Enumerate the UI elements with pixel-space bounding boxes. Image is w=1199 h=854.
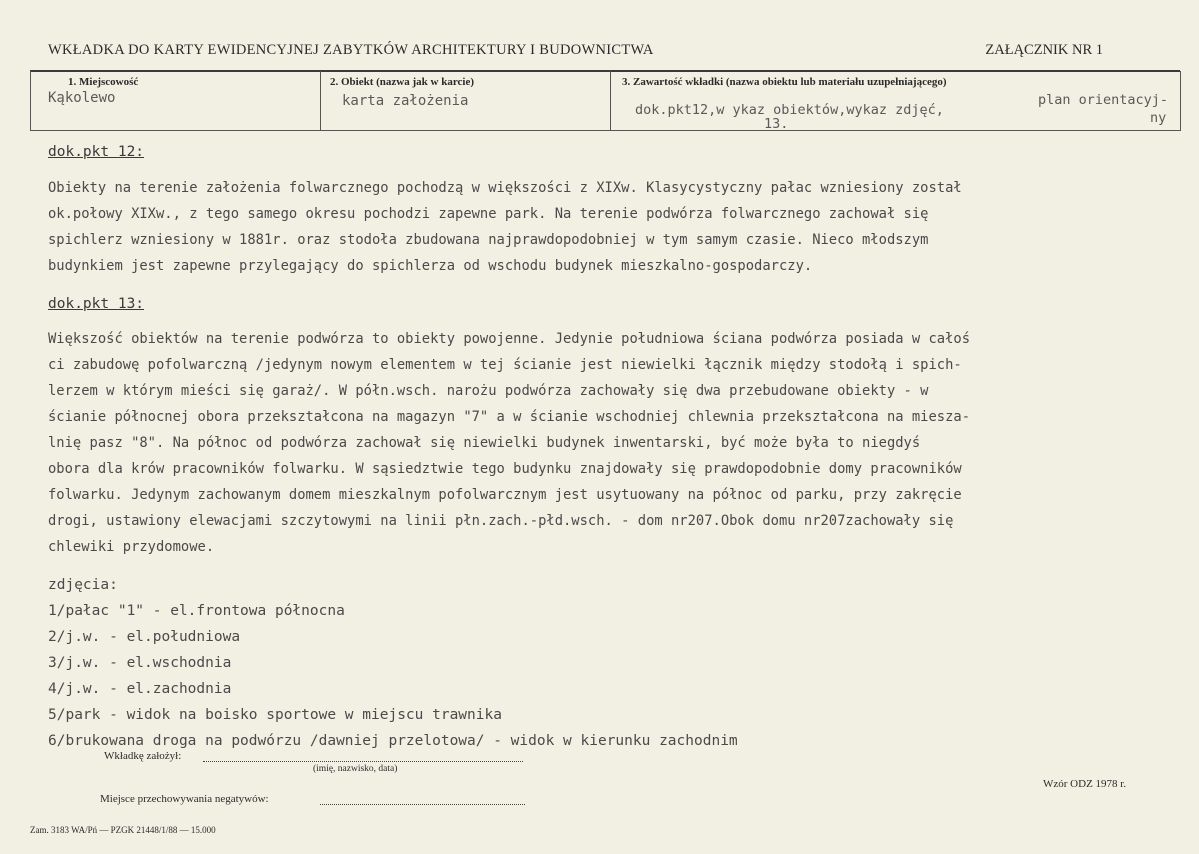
field-divider — [30, 71, 31, 131]
section-13-line: Większość obiektów na terenie podwórza to obiekty powojenne. Jedynie południowa ściana podwórza posiada w całoś — [48, 331, 971, 347]
field-divider — [610, 71, 611, 131]
negatives-location-label: Miejsce przechowywania negatywów: — [100, 793, 269, 805]
field-contents-value-cont2: ny — [1150, 110, 1167, 126]
section-12-line: ok.połowy XIXw., z tego samego okresu pochodzi zapewne park. Na terenie podwórza folwarcznego zachował się — [48, 206, 929, 222]
section-13-line: folwarku. Jedynym zachowanym domem mieszkalnym pofolwarcznym jest usytuowany na północ od parku, przy zakręcie — [48, 487, 962, 503]
section-13-line: chlewiki przydomowe. — [48, 539, 215, 555]
fields-bottom-rule — [30, 130, 1180, 131]
field-locality-value: Kąkolewo — [48, 90, 116, 106]
photo-item: 5/park - widok na boisko sportowe w miejscu trawnika — [48, 707, 502, 723]
created-by-line — [203, 761, 523, 762]
field-contents-value: dok.pkt12,w ykaz obiektów,wykaz zdjęć, — [635, 102, 944, 118]
photo-item: 6/brukowana droga na podwórzu /dawniej przelotowa/ - widok w kierunku zachodnim — [48, 733, 738, 749]
section-13-line: obora dla krów pracowników folwarku. W sąsiedztwie tego budynku znajdowały się prawdopodobnie domy pracowników — [48, 461, 962, 477]
photo-item: 2/j.w. - el.południowa — [48, 629, 241, 645]
created-by-label: Wkładkę założył: — [104, 750, 182, 762]
field-contents-label: 3. Zawartość wkładki (nazwa obiektu lub materiału uzupełniającego) — [622, 76, 947, 88]
photos-heading: zdjęcia: — [48, 577, 118, 593]
photo-item: 4/j.w. - el.zachodnia — [48, 681, 232, 697]
field-divider — [320, 71, 321, 131]
negatives-location-line — [320, 804, 525, 805]
section-12-heading: dok.pkt 12: — [48, 144, 145, 160]
annex-number: ZAŁĄCZNIK NR 1 — [985, 42, 1103, 58]
field-object-value: karta założenia — [342, 93, 469, 109]
section-12-line: spichlerz wzniesiony w 1881r. oraz stodoła zbudowana najprawdopodobniej w tym samym czasie. Nieco młodszym — [48, 232, 929, 248]
field-object-label: 2. Obiekt (nazwa jak w karcie) — [330, 76, 475, 88]
field-contents-value-cont: plan orientacyj- — [1038, 92, 1169, 108]
section-12-line: budynkiem jest zapewne przylegający do spichlerza od wschodu budynek mieszkalno-gospodarczy. — [48, 258, 813, 274]
photo-item: 3/j.w. - el.wschodnia — [48, 655, 232, 671]
field-divider — [1180, 71, 1181, 131]
form-model: Wzór ODZ 1978 r. — [1043, 778, 1127, 790]
section-13-line: lerzem w którym mieści się garaż/. W półn.wsch. narożu podwórza zachowały się dwa przebudowane obiekty - w — [48, 383, 929, 399]
print-info: Zam. 3183 WA/Pń — PZGK 21448/1/88 — 15.000 — [30, 825, 216, 835]
section-13-line: ścianie północnej obora przekształcona na magazyn "7" a w ścianie wschodniej chlewnia przekształcona na miesza- — [48, 409, 971, 425]
section-13-heading: dok.pkt 13: — [48, 296, 145, 312]
created-by-hint: (imię, nazwisko, data) — [313, 764, 398, 774]
section-13-line: drogi, ustawiony elewacjami szczytowymi na linii płn.zach.-płd.wsch. - dom nr207.Obok domu nr207zachowały się — [48, 513, 954, 529]
form-title: WKŁADKA DO KARTY EWIDENCYJNEJ ZABYTKÓW ARCHITEKTURY I BUDOWNICTWA — [48, 42, 654, 58]
section-12-line: Obiekty na terenie założenia folwarcznego pochodzą w większości z XIXw. Klasycystyczny pałac wzniesiony został — [48, 180, 962, 196]
photo-item: 1/pałac "1" - el.frontowa północna — [48, 603, 345, 619]
field-locality-label: 1. Miejscowość — [68, 76, 139, 88]
section-13-line: ci zabudowę pofolwarczną /jedynym nowym elementem w tej ścianie jest niewielki łącznik między stodołą i spich- — [48, 357, 962, 373]
field-contents-value-cont3: 13. — [764, 116, 789, 132]
section-13-line: lnię pasz "8". Na północ od podwórza zachował się niewielki budynek inwentarski, być może była to niegdyś — [48, 435, 921, 451]
header-rule — [30, 70, 1180, 72]
